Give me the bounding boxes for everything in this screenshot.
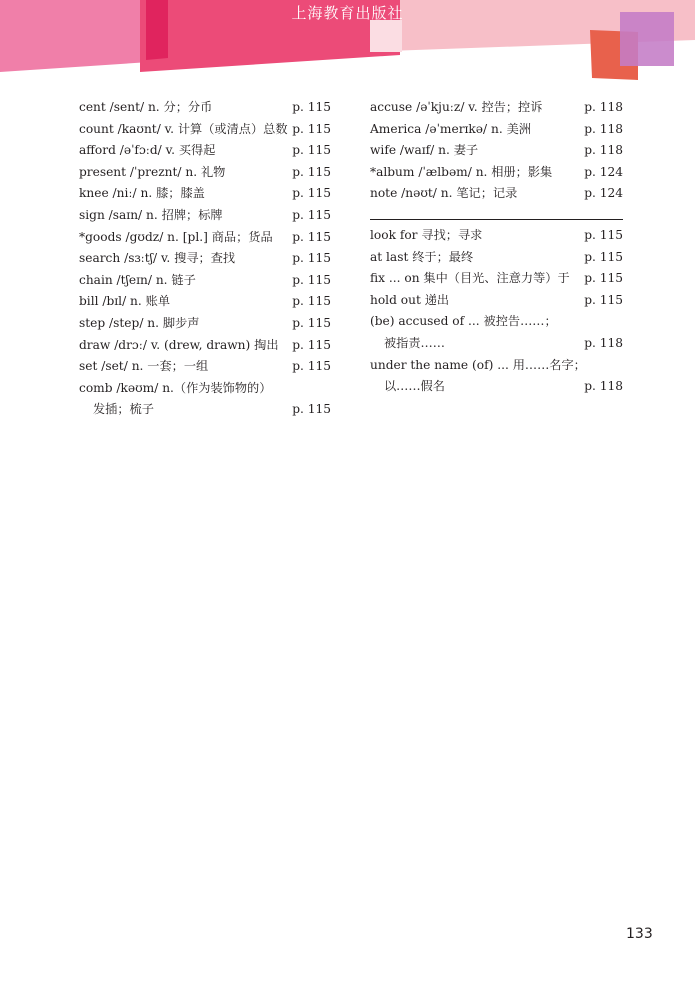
page-reference: p. 118 xyxy=(584,335,623,350)
page-reference: p. 115 xyxy=(292,164,331,179)
page-reference: p. 115 xyxy=(292,272,331,287)
vocab-entry xyxy=(370,119,623,141)
vocab-entry xyxy=(370,140,623,162)
page-reference: p. 115 xyxy=(292,315,331,330)
page-reference: p. 124 xyxy=(584,186,623,201)
vocab-entry xyxy=(79,97,331,119)
page-reference: p. 115 xyxy=(292,229,331,244)
word-list xyxy=(370,97,623,205)
vocab-entry xyxy=(79,335,331,357)
vocab-entry xyxy=(370,290,623,312)
vocab-entry xyxy=(370,355,623,398)
vocab-entry xyxy=(370,225,623,247)
page-reference: p. 115 xyxy=(292,100,331,114)
vocab-entry xyxy=(79,248,331,270)
entry-text: accuse /əˈkjuːz/ v. 控告；控诉 xyxy=(370,100,543,114)
entry-text: at last 终于；最终 xyxy=(370,249,474,264)
entry-text: look for 寻找；寻求 xyxy=(370,227,483,242)
vocab-entry xyxy=(79,291,331,313)
vocab-entry xyxy=(79,162,331,184)
page-reference: p. 118 xyxy=(584,121,623,136)
entry-text: count /kaʊnt/ v. 计算（或清点）总数 xyxy=(79,121,288,136)
section-divider xyxy=(370,219,623,220)
vocab-entry xyxy=(79,183,331,205)
entry-text: hold out 递出 xyxy=(370,292,450,307)
entry-text: present /ˈpreznt/ n. 礼物 xyxy=(79,164,226,179)
page-reference: p. 115 xyxy=(292,207,331,222)
page-reference: p. 115 xyxy=(292,402,331,417)
vocab-entry xyxy=(370,311,623,354)
page-reference: p. 115 xyxy=(292,359,331,374)
entry-text: step /step/ n. 脚步声 xyxy=(79,315,200,330)
page-reference: p. 115 xyxy=(292,337,331,352)
entry-text-continued: 发插；梳子 xyxy=(93,402,154,417)
banner-light-square xyxy=(370,20,402,52)
vocab-entry xyxy=(79,356,331,378)
page-reference: p. 115 xyxy=(292,121,331,136)
vocab-entry xyxy=(370,97,623,119)
page-reference: p. 115 xyxy=(292,294,331,309)
entry-text: sign /saɪn/ n. 招牌；标牌 xyxy=(79,207,223,222)
vocab-entry xyxy=(79,140,331,162)
page-number: 133 xyxy=(626,926,653,942)
entry-text-continued: 以……假名 xyxy=(384,379,445,394)
entry-text-continued: 被指责…… xyxy=(384,335,445,350)
entry-text: fix ... on 集中（目光、注意力等）于 xyxy=(370,271,570,286)
entry-text: comb /kəʊm/ n.（作为装饰物的） xyxy=(79,380,272,395)
entry-text: America /əˈmerɪkə/ n. 美洲 xyxy=(370,121,531,136)
vocab-entry xyxy=(79,270,331,292)
vocabulary-list-right xyxy=(370,97,623,398)
vocab-entry xyxy=(79,313,331,335)
page-reference: p. 118 xyxy=(584,379,623,394)
vocab-entry xyxy=(79,119,331,141)
page-reference: p. 115 xyxy=(584,271,623,286)
vocab-entry xyxy=(79,205,331,227)
page-reference: p. 115 xyxy=(292,186,331,201)
entry-text: draw /drɔː/ v. (drew, drawn) 掏出 xyxy=(79,337,279,352)
page-reference: p. 115 xyxy=(584,292,623,307)
entry-text: note /nəʊt/ n. 笔记；记录 xyxy=(370,186,518,201)
vocab-entry xyxy=(79,227,331,249)
vocab-entry xyxy=(370,268,623,290)
entry-text: afford /əˈfɔːd/ v. 买得起 xyxy=(79,143,216,158)
entry-text: search /sɜːtʃ/ v. 搜寻；查找 xyxy=(79,251,236,266)
vocabulary-list-left xyxy=(79,97,331,421)
entry-text: *goods /gʊdz/ n. [pl.] 商品；货品 xyxy=(79,229,273,244)
entry-text: (be) accused of ... 被控告……； xyxy=(370,314,557,329)
phrase-list xyxy=(370,225,623,398)
publisher-name: 上海教育出版社 xyxy=(291,4,404,22)
entry-text: bill /bɪl/ n. 账单 xyxy=(79,294,171,309)
entry-text: under the name (of) ... 用……名字； xyxy=(370,357,586,372)
page-reference: p. 115 xyxy=(292,143,331,158)
page-reference: p. 118 xyxy=(584,143,623,158)
page-reference: p. 115 xyxy=(584,249,623,264)
vocab-entry xyxy=(370,247,623,269)
vocab-entry xyxy=(370,162,623,184)
entry-text: wife /waɪf/ n. 妻子 xyxy=(370,143,479,158)
entry-text: knee /niː/ n. 膝；膝盖 xyxy=(79,186,205,201)
entry-text: chain /tʃeɪn/ n. 链子 xyxy=(79,272,196,287)
vocab-entry xyxy=(79,378,331,421)
page-reference: p. 124 xyxy=(584,164,623,179)
page-reference: p. 115 xyxy=(292,251,331,266)
vocab-entry xyxy=(370,183,623,205)
page-reference: p. 115 xyxy=(584,227,623,242)
entry-text: *album /ˈælbəm/ n. 相册；影集 xyxy=(370,164,553,179)
entry-text: set /set/ n. 一套；一组 xyxy=(79,359,209,374)
entry-text: cent /sent/ n. 分；分币 xyxy=(79,100,213,114)
page-reference: p. 118 xyxy=(584,100,623,114)
